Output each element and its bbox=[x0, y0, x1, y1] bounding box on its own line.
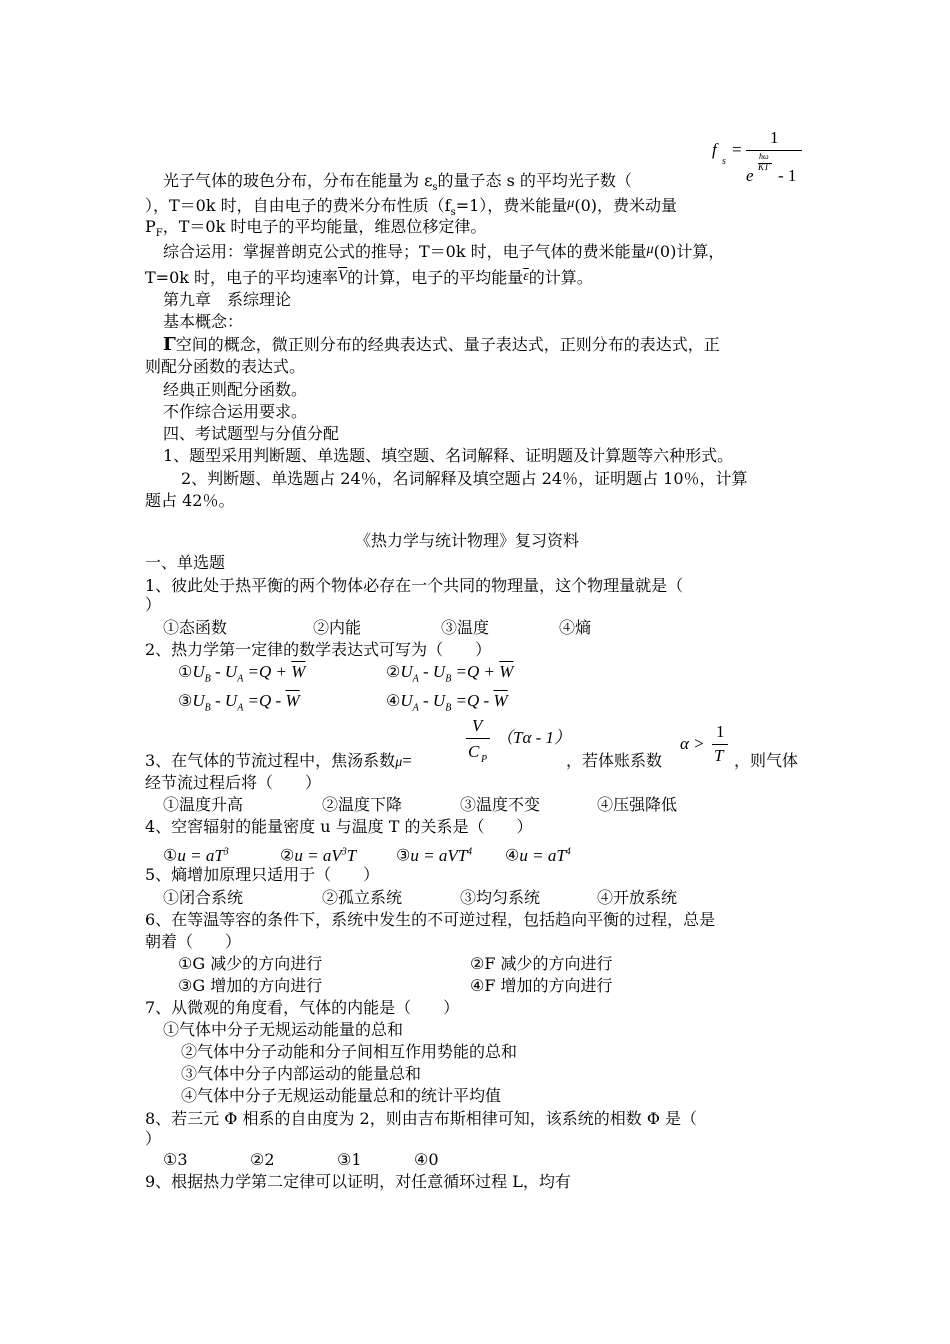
frac2-den: T bbox=[714, 746, 724, 765]
question-3-mid: ，若体账系数 bbox=[566, 751, 663, 770]
gamma-symbol: Γ bbox=[163, 334, 176, 355]
text-seg: =1），费米能量 bbox=[455, 196, 568, 215]
basic-concepts: 基本概念： bbox=[163, 312, 244, 331]
q3-option-4: ④压强降低 bbox=[597, 795, 678, 814]
question-1: 1、彼此处于热平衡的两个物体必存在一个共同的物理量，这个物理量就是（ bbox=[145, 576, 684, 595]
sym: =Q - bbox=[243, 691, 286, 710]
q6-option-4: ④F 增加的方向进行 bbox=[470, 976, 613, 995]
question-3-end: ，则气体 bbox=[734, 751, 799, 770]
sub: B bbox=[445, 673, 452, 685]
text-seg: 综合运用：掌握普朗克公式的推导；T＝0k 时，电子气体的费米能量 bbox=[163, 242, 647, 261]
section-single-choice: 一、单选题 bbox=[145, 553, 226, 572]
formula-fs-bar bbox=[746, 150, 802, 151]
formula-fs-num: 1 bbox=[770, 128, 779, 147]
op: - bbox=[418, 662, 433, 681]
text-seg: 光子气体的玻色分布，分布在能量为 ε bbox=[163, 171, 433, 190]
q4-option-4 bbox=[505, 842, 571, 866]
op: - bbox=[418, 691, 433, 710]
exam-weights-cont: 题占 42％。 bbox=[145, 491, 235, 510]
sub: A bbox=[412, 702, 419, 714]
exam-types: 1、题型采用判断题、单选题、填空题、名词解释、证明题及计算题等六种形式。 bbox=[163, 446, 734, 465]
text-seg: (0)，费米动量 bbox=[574, 196, 677, 215]
frac-bar bbox=[466, 738, 490, 739]
text-seg: (0)计算， bbox=[653, 242, 725, 261]
q5-option-2: ②孤立系统 bbox=[322, 888, 403, 907]
text-seg: ，T＝0k 时电子的平均能量，维恩位移定律。 bbox=[162, 217, 487, 236]
mu-symbol: μ bbox=[395, 755, 403, 770]
sym: U bbox=[400, 691, 413, 710]
line-avg-speed bbox=[145, 266, 593, 288]
sym: =Q - bbox=[451, 691, 494, 710]
q6-option-3: ③G 增加的方向进行 bbox=[178, 976, 323, 995]
q2-option-4 bbox=[386, 691, 508, 718]
q6-option-1: ①G 减少的方向进行 bbox=[178, 954, 323, 973]
sym: U bbox=[400, 662, 413, 681]
question-7: 7、从微观的角度看，气体的内能是（ ） bbox=[145, 998, 460, 1017]
formula-fs-den-tail: - 1 bbox=[778, 166, 797, 185]
sym: U bbox=[192, 691, 205, 710]
option-mark: ① bbox=[178, 662, 193, 681]
option-mark: ③ bbox=[178, 691, 193, 710]
eq: = bbox=[402, 751, 412, 770]
q4-option-3 bbox=[396, 842, 472, 866]
question-3-cont: 经节流过程后将（ ） bbox=[145, 773, 322, 792]
q1-option-4: ④熵 bbox=[559, 618, 592, 637]
exp: 3 bbox=[341, 846, 347, 857]
q2-option-2 bbox=[386, 662, 513, 689]
sym: U bbox=[224, 662, 238, 681]
q8-option-4: ④0 bbox=[414, 1150, 439, 1169]
sub: A bbox=[237, 673, 244, 685]
exp: 3 bbox=[223, 846, 229, 857]
q8-option-3: ③1 bbox=[337, 1150, 362, 1169]
sym: =Q + bbox=[451, 662, 500, 681]
question-4: 4、空窖辐射的能量密度 u 与温度 T 的关系是（ ） bbox=[145, 817, 533, 836]
formula-fs-den-base: e bbox=[746, 166, 754, 185]
mu-symbol: μ bbox=[567, 196, 575, 211]
text-seg: 空间的概念，微正则分布的经典表达式、量子表达式，正则分布的表达式，正 bbox=[175, 335, 720, 354]
expr: u = aT bbox=[519, 845, 566, 865]
line-partition: 则配分函数的表达式。 bbox=[145, 357, 306, 376]
q4-option-2 bbox=[280, 842, 356, 866]
sub: B bbox=[204, 702, 211, 714]
op: - bbox=[210, 662, 225, 681]
frac-den: C bbox=[468, 742, 480, 761]
text-seg: 3、在气体的节流过程中，焦汤系数 bbox=[145, 751, 396, 770]
mu-symbol: μ bbox=[646, 242, 654, 257]
q1-option-3: ③温度 bbox=[441, 618, 490, 637]
formula-fs-exp-bottom: KT bbox=[758, 162, 770, 172]
sub: A bbox=[237, 702, 244, 714]
sym: U bbox=[192, 662, 205, 681]
q3-option-3: ③温度不变 bbox=[460, 795, 541, 814]
w-bar: $\overline{W}$ bbox=[291, 662, 306, 681]
option-mark: ② bbox=[386, 662, 401, 681]
v-bar-symbol: $\overline{V}$ bbox=[338, 268, 348, 284]
question-2: 2、热力学第一定律的数学表达式可写为（ ） bbox=[145, 640, 492, 659]
q7-option-1: ①气体中分子无规运动能量的总和 bbox=[163, 1020, 404, 1039]
sym: U bbox=[224, 691, 238, 710]
alpha-gt: α > bbox=[680, 734, 705, 753]
q2-option-1 bbox=[178, 662, 305, 689]
sub: B bbox=[204, 673, 211, 685]
document-title: 《热力学与统计物理》复习资料 bbox=[355, 531, 580, 550]
section-four: 四、考试题型与分值分配 bbox=[163, 424, 340, 443]
formula-fs-eq: = bbox=[732, 140, 742, 159]
line-no-comprehensive: 不作综合运用要求。 bbox=[163, 402, 308, 421]
sub-s: s bbox=[450, 207, 456, 219]
question-8-cont: ） bbox=[145, 1129, 162, 1148]
sub-s: s bbox=[432, 182, 438, 194]
q7-option-2: ②气体中分子动能和分子间相互作用势能的总和 bbox=[181, 1042, 518, 1061]
frac2-bar bbox=[712, 744, 728, 745]
option-mark: ④ bbox=[386, 691, 401, 710]
exp: 4 bbox=[467, 846, 473, 857]
q3-option-2: ②温度下降 bbox=[322, 795, 403, 814]
text-seg: T=0k 时，电子的平均速率 bbox=[145, 268, 339, 287]
question-1-cont: ） bbox=[145, 595, 162, 614]
epsilon-bar-symbol: $\overline{\varepsilon}$ bbox=[523, 269, 529, 284]
q8-option-2: ②2 bbox=[250, 1150, 275, 1169]
q6-option-2: ②F 减少的方向进行 bbox=[470, 954, 613, 973]
question-5: 5、熵增加原理只适用于（ ） bbox=[145, 865, 380, 884]
text-seg: 的计算。 bbox=[528, 268, 593, 287]
q2-option-3 bbox=[178, 691, 300, 718]
w-bar: $\overline{W}$ bbox=[493, 691, 508, 710]
exam-weights: 2、判断题、单选题占 24％，名词解释及填空题占 24％，证明题占 10％，计算 bbox=[181, 469, 748, 488]
formula-fs-exp-top: ħω bbox=[759, 152, 769, 161]
line-gamma bbox=[163, 335, 720, 355]
q5-option-4: ④开放系统 bbox=[597, 888, 678, 907]
w-bar: $\overline{W}$ bbox=[499, 662, 514, 681]
op: - bbox=[210, 691, 225, 710]
sym: U bbox=[432, 662, 446, 681]
expr: u = aVT bbox=[410, 845, 468, 865]
text-seg: 的量子态 s 的平均光子数（ bbox=[437, 171, 632, 190]
q4-option-1 bbox=[163, 842, 229, 866]
formula-fs-lhs: f bbox=[712, 140, 717, 159]
option-mark: ① bbox=[163, 845, 178, 865]
sub: A bbox=[412, 673, 419, 685]
q3-paren: （Tα - 1） bbox=[496, 728, 572, 747]
expr: T bbox=[346, 845, 357, 865]
sub-f: F bbox=[155, 228, 163, 240]
q1-option-2: ②内能 bbox=[313, 618, 362, 637]
q8-option-1: ①3 bbox=[163, 1150, 188, 1169]
exp: 4 bbox=[565, 846, 571, 857]
line-comprehensive bbox=[163, 240, 724, 262]
w-bar: $\overline{W}$ bbox=[285, 691, 300, 710]
q3-option-1: ①温度升高 bbox=[163, 795, 244, 814]
question-6-cont: 朝着（ ） bbox=[145, 932, 242, 951]
question-6: 6、在等温等容的条件下，系统中发生的不可逆过程，包括趋向平衡的过程，总是 bbox=[145, 910, 716, 929]
question-9: 9、根据热力学第二定律可以证明，对任意循环过程 L，均有 bbox=[145, 1172, 571, 1191]
q5-option-3: ③均匀系统 bbox=[460, 888, 541, 907]
sym: =Q + bbox=[243, 662, 292, 681]
frac-den-sub: P bbox=[481, 754, 488, 765]
chapter-heading: 第九章 系综理论 bbox=[163, 290, 292, 309]
q1-option-1: ①态函数 bbox=[163, 618, 228, 637]
expr: u = aT bbox=[177, 845, 224, 865]
sym: U bbox=[432, 691, 446, 710]
expr: u = aV bbox=[294, 845, 342, 865]
option-mark: ③ bbox=[396, 845, 411, 865]
q5-option-1: ①闭合系统 bbox=[163, 888, 244, 907]
option-mark: ④ bbox=[505, 845, 520, 865]
q7-option-3: ③气体中分子内部运动的能量总和 bbox=[181, 1064, 422, 1083]
sub: B bbox=[445, 702, 452, 714]
formula-fs-sub: s bbox=[722, 156, 726, 167]
frac-num: V bbox=[472, 716, 483, 735]
question-3 bbox=[145, 751, 412, 773]
q7-option-4: ④气体中分子无规运动能量总和的统计平均值 bbox=[181, 1086, 502, 1105]
line-classical: 经典正则配分函数。 bbox=[163, 380, 308, 399]
option-mark: ② bbox=[280, 845, 295, 865]
text-seg: P bbox=[145, 217, 156, 236]
text-seg: 的计算，电子的平均能量 bbox=[347, 268, 524, 287]
frac2-num: 1 bbox=[716, 722, 725, 741]
text-seg: ），T＝0k 时，自由电子的费米分布性质（f bbox=[145, 196, 451, 215]
question-8: 8、若三元 Φ 相系的自由度为 2，则由吉布斯相律可知，该系统的相数 Φ 是（ bbox=[145, 1109, 698, 1128]
